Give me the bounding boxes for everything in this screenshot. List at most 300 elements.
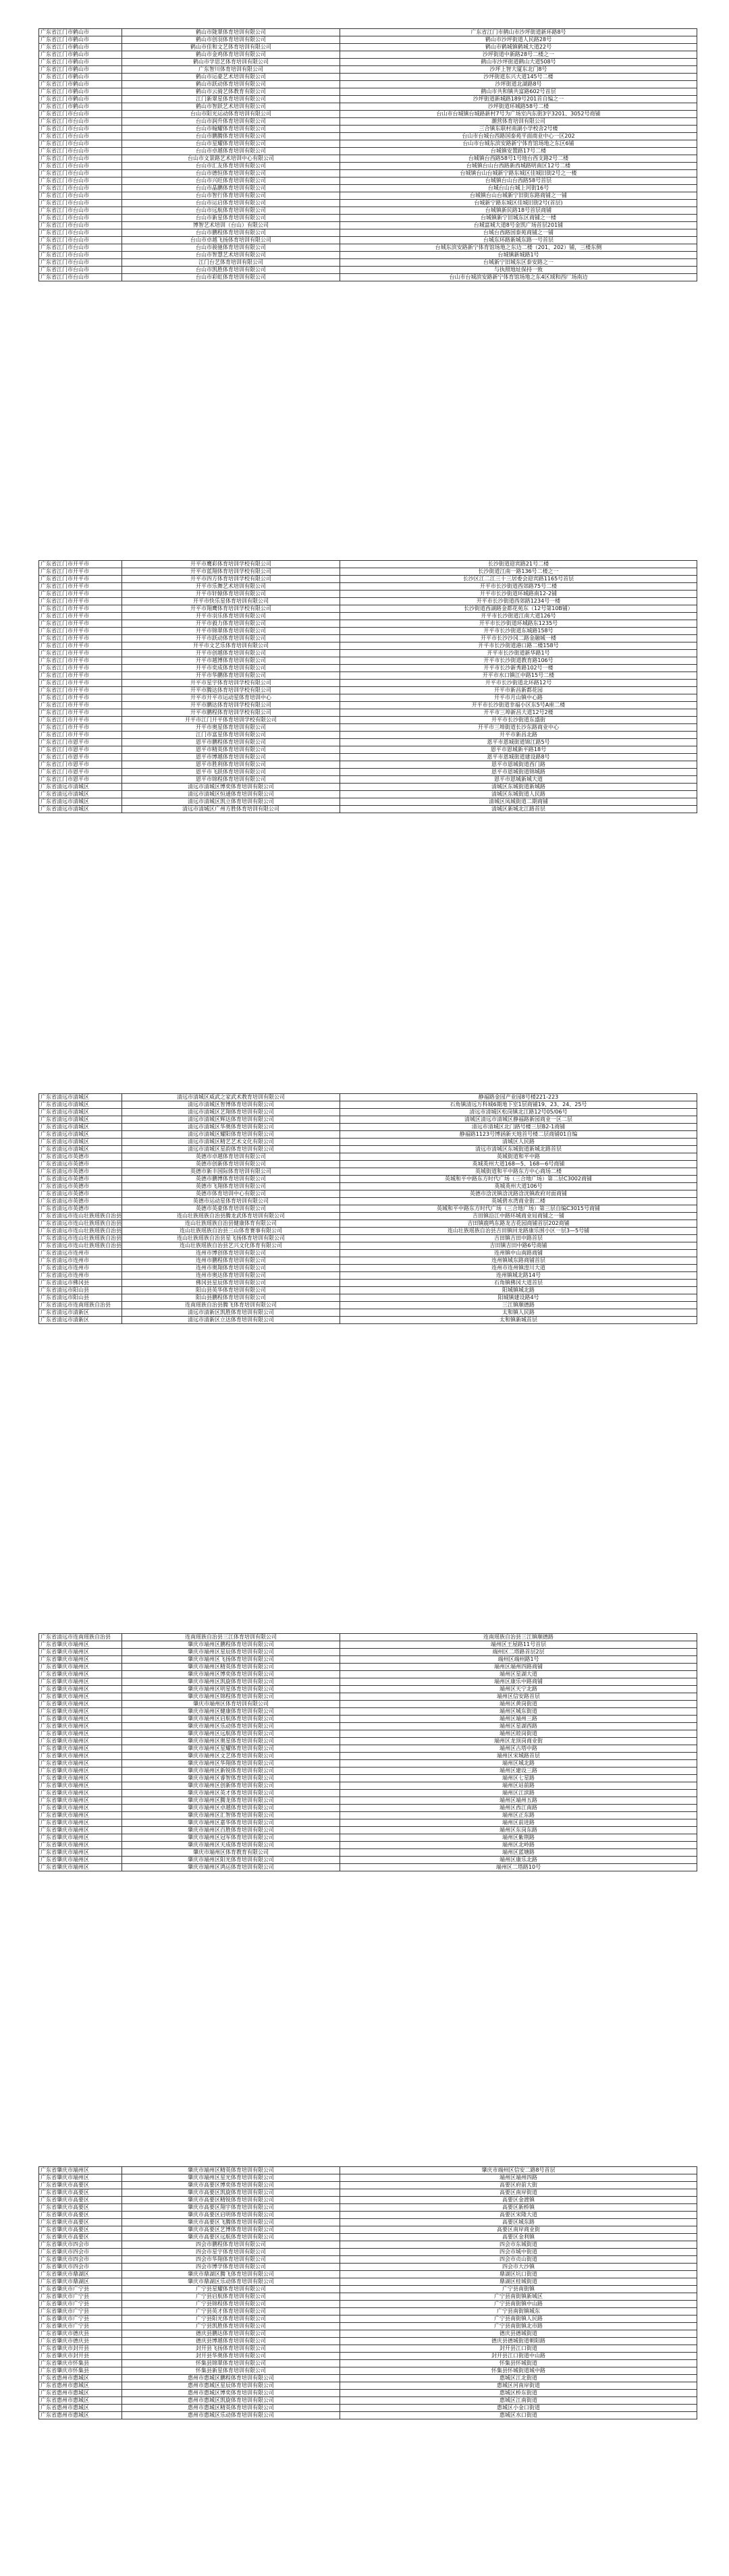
company-cell: 肇庆市鼎湖区腾飞体育培训有限公司 xyxy=(122,2271,340,2278)
company-cell: 广宁县星耀体育培训有限公司 xyxy=(122,2286,340,2293)
company-cell: 开平市越博体育培训有限公司 xyxy=(122,657,340,665)
region-cell: 广东省江门市台山市 xyxy=(39,237,122,244)
table-row xyxy=(39,806,697,813)
company-cell: 惠州市惠城区凯旋体育培训有限公司 xyxy=(122,2397,340,2405)
table-row xyxy=(39,702,697,709)
address-cell: 端州区宋城路首层 xyxy=(340,1753,697,1760)
address-cell: 端州区睦岗街道 xyxy=(340,1730,697,1738)
table-row xyxy=(39,1272,697,1280)
region-cell: 广东省江门市鹤山市 xyxy=(39,44,122,51)
table-row xyxy=(39,1109,697,1116)
address-cell: 开平市长沙街道西郊路1234号一楼 xyxy=(340,598,697,605)
company-cell: 肇庆市高要区艺博体育培训有限公司 xyxy=(122,2226,340,2234)
address-cell: 连州市连州镇湟川大道 xyxy=(340,1265,697,1272)
address-cell: 鹤山市沙坪街道鹤山大道508号 xyxy=(340,59,697,66)
company-cell: 广东智川体育培训有限公司 xyxy=(122,66,340,74)
company-cell: 广宁县锦程体育培训有限公司 xyxy=(122,2301,340,2308)
address-cell: 德庆县德城街道 xyxy=(340,2330,697,2338)
company-cell: 开平市鹏达体育培训学校有限公司 xyxy=(122,702,340,709)
table-row xyxy=(39,170,697,177)
region-cell: 广东省肇庆市四会市 xyxy=(39,2264,122,2271)
address-cell: 端州区康乐中路商铺 xyxy=(340,1678,697,1686)
region-cell: 广东省江门市鹤山市 xyxy=(39,74,122,81)
region-cell: 广东省肇庆市端州区 xyxy=(39,1708,122,1716)
company-cell: 台山市远航体育培训有限公司 xyxy=(122,207,340,215)
company-cell: 连南瑶族自治县三江体育培训有限公司 xyxy=(122,1634,340,1641)
address-cell: 阳城镇城北路 xyxy=(340,1287,697,1294)
region-cell: 广东省清远市连山壮族瑶族自治县 xyxy=(39,1228,122,1235)
company-cell: 德庆县鹏达体育培训有限公司 xyxy=(122,2330,340,2338)
address-cell: 连南瑶族自治县三江镇顺德路 xyxy=(340,1634,697,1641)
table-row xyxy=(39,1309,697,1317)
table-row xyxy=(39,1701,697,1708)
table-row xyxy=(39,1849,697,1857)
company-cell: 连州市博创体育培训有限公司 xyxy=(122,1250,340,1257)
company-cell: 阳山县英华体育培训有限公司 xyxy=(122,1287,340,1294)
company-cell: 广宁县英才体育培训有限公司 xyxy=(122,2308,340,2315)
table-row xyxy=(39,74,697,81)
region-cell: 广东省江门市台山市 xyxy=(39,267,122,274)
table-row xyxy=(39,2286,697,2293)
address-cell: 长沙街道迎宾路21号二楼 xyxy=(340,561,697,568)
region-cell: 广东省清远市连山壮族瑶族自治县 xyxy=(39,1220,122,1228)
region-cell: 广东省江门市台山市 xyxy=(39,118,122,126)
region-cell: 广东省肇庆市高要区 xyxy=(39,2234,122,2241)
region-cell: 广东省江门市台山市 xyxy=(39,274,122,281)
region-cell: 广东省肇庆市端州区 xyxy=(39,1775,122,1782)
table-row xyxy=(39,2382,697,2390)
table-row xyxy=(39,1716,697,1723)
region-cell: 广东省江门市开平市 xyxy=(39,687,122,694)
company-cell: 台山市润升体育培训有限公司 xyxy=(122,118,340,126)
region-cell: 广东省江门市恩平市 xyxy=(39,746,122,754)
address-cell: 静福路金园产业园8号楼221-223 xyxy=(340,1094,697,1101)
region-cell: 广东省清远市英德市 xyxy=(39,1183,122,1190)
region-cell: 广东省肇庆市端州区 xyxy=(39,1671,122,1678)
table-row xyxy=(39,2360,697,2367)
region-cell: 广东省清远市清城区 xyxy=(39,1139,122,1146)
address-cell: 台山市台城滨安路新宁体育馆场地之东4区域和西厂场南边 xyxy=(340,274,697,281)
address-cell: 端州区黄岗街道 xyxy=(340,1701,697,1708)
table-section xyxy=(38,28,691,281)
address-cell: 四会市东城街道 xyxy=(340,2241,697,2249)
region-cell: 广东省清远市英德市 xyxy=(39,1198,122,1205)
region-cell: 广东省肇庆市端州区 xyxy=(39,1753,122,1760)
region-cell: 广东省江门市开平市 xyxy=(39,650,122,657)
region-cell: 广东省清远市连南瑶族自治县 xyxy=(39,1302,122,1309)
address-cell: 连州镇城北路14号 xyxy=(340,1272,697,1280)
company-cell: 台山市德恒体育培训有限公司 xyxy=(122,170,340,177)
company-cell: 连山壮族瑶族自治县星飞扬体育培训有限公司 xyxy=(122,1235,340,1242)
region-cell: 广东省惠州市惠城区 xyxy=(39,2397,122,2405)
region-cell: 广东省清远市英德市 xyxy=(39,1176,122,1183)
region-cell: 广东省江门市鹤山市 xyxy=(39,103,122,111)
region-cell: 广东省江门市鹤山市 xyxy=(39,29,122,36)
region-cell: 广东省江门市开平市 xyxy=(39,709,122,717)
region-cell: 广东省江门市台山市 xyxy=(39,222,122,229)
table-row xyxy=(39,192,697,200)
region-cell: 广东省清远市清城区 xyxy=(39,1116,122,1124)
company-cell: 肇庆市端州区凯旋体育培训有限公司 xyxy=(122,1678,340,1686)
address-cell: 广宁县南街镇城东 xyxy=(340,2308,697,2315)
address-cell: 端州区天宁北路 xyxy=(340,1686,697,1693)
table-row xyxy=(39,1790,697,1797)
region-cell: 广东省肇庆市端州区 xyxy=(39,1664,122,1671)
company-cell: 肇庆市端州区星耀体育培训有限公司 xyxy=(122,1745,340,1753)
address-cell: 沙坪街道中新路28号二楼之一 xyxy=(340,51,697,59)
table-row xyxy=(39,1827,697,1834)
company-cell: 连州市奥翔体育培训有限公司 xyxy=(122,1265,340,1272)
address-cell: 开平市三埠街道长沙东路商业中心 xyxy=(340,724,697,732)
table-row xyxy=(39,1287,697,1294)
region-cell: 广东省江门市台山市 xyxy=(39,148,122,155)
region-cell: 广东省肇庆市端州区 xyxy=(39,1782,122,1790)
company-cell: 清远市清城区艺翔体育培训有限公司 xyxy=(122,1109,340,1116)
region-cell: 广东省肇庆市端州区 xyxy=(39,1864,122,1871)
table-row xyxy=(39,1656,697,1664)
table-row xyxy=(39,1294,697,1302)
table-row xyxy=(39,739,697,746)
address-cell: 恩平市恩城街道西门路 xyxy=(340,761,697,769)
table-row xyxy=(39,1857,697,1864)
region-cell: 广东省清远市英德市 xyxy=(39,1153,122,1161)
company-cell: 肇庆市端州区冠军体育培训有限公司 xyxy=(122,1834,340,1842)
address-cell: 端州区康乐北路 xyxy=(340,1857,697,1864)
address-cell: 端州区正东路 xyxy=(340,1812,697,1819)
company-cell: 博智艺术培训（台山）有限公司 xyxy=(122,222,340,229)
region-cell: 广东省肇庆市广宁县 xyxy=(39,2293,122,2301)
region-cell: 广东省江门市台山市 xyxy=(39,215,122,222)
address-cell: 端州区古塔中路 xyxy=(340,1745,697,1753)
region-cell: 广东省江门市开平市 xyxy=(39,598,122,605)
address-cell: 太和镇新城首层 xyxy=(340,1317,697,1324)
table-row xyxy=(39,1242,697,1250)
company-cell: 肇庆市端州区启航体育培训有限公司 xyxy=(122,1716,340,1723)
address-cell: 惠城区水口街道 xyxy=(340,2412,697,2419)
address-cell: 清城区清远市清城区静福路新园商业一区二层 xyxy=(340,1116,697,1124)
address-cell: 高要区南岸商业街 xyxy=(340,2226,697,2234)
company-cell: 鹤山市云骑艺体教育有限公司 xyxy=(122,88,340,96)
table-row xyxy=(39,1664,697,1671)
address-cell: 连州镇中山南路商铺 xyxy=(340,1250,697,1257)
table-row xyxy=(39,1190,697,1198)
company-cell: 连山壮族瑶族自治县腾龙武体育培训有限公司 xyxy=(122,1213,340,1220)
company-cell: 肇庆市端州区奥星体育培训有限公司 xyxy=(122,1738,340,1745)
address-cell: 清城区东城街道人民路 xyxy=(340,791,697,798)
table-row xyxy=(39,642,697,650)
address-cell: 端州区紫荆路 xyxy=(340,1834,697,1842)
company-cell: 鹤山市跃动体育培训有限公司 xyxy=(122,81,340,88)
address-cell: 英城街道和平中路 xyxy=(340,1153,697,1161)
table-row xyxy=(39,2226,697,2234)
company-cell: 台山市卓越飞扬体育培训有限公司 xyxy=(122,237,340,244)
company-cell: 台山市晶鹏体育培训有限公司 xyxy=(122,185,340,192)
table-row xyxy=(39,620,697,628)
address-cell: 台城镇台山台西路新西城路明南区12号二楼 xyxy=(340,163,697,170)
table-row xyxy=(39,267,697,274)
region-cell: 广东省清远市连州市 xyxy=(39,1257,122,1265)
company-cell: 开平市四方体育培训学校有限公司 xyxy=(122,576,340,583)
region-cell: 广东省清远市连山壮族瑶族自治县 xyxy=(39,1213,122,1220)
company-cell: 台山市汇友体育培训有限公司 xyxy=(122,163,340,170)
company-cell: 开平市华鹏体育培训有限公司 xyxy=(122,672,340,680)
company-cell: 台山市鹏程体育培训有限公司 xyxy=(122,229,340,237)
address-cell: 连山壮族瑶族自治县吉田镇回龙路康乐围小区一层3—5号铺 xyxy=(340,1228,697,1235)
region-cell: 广东省江门市开平市 xyxy=(39,694,122,702)
address-cell: 四会市贞山街道 xyxy=(340,2256,697,2264)
company-cell: 恩平市精英体育培训有限公司 xyxy=(122,746,340,754)
region-cell: 广东省江门市台山市 xyxy=(39,200,122,207)
table-row xyxy=(39,1101,697,1109)
table-row xyxy=(39,605,697,613)
table-row xyxy=(39,2219,697,2226)
table-row xyxy=(39,1686,697,1693)
address-cell: 端州区王屋路11号首层 xyxy=(340,1641,697,1649)
company-cell: 江门市富星体育培训有限公司 xyxy=(122,732,340,739)
company-cell: 肇庆市鼎湖区乐动体育培训有限公司 xyxy=(122,2278,340,2286)
region-cell: 广东省江门市鹤山市 xyxy=(39,36,122,44)
table-row xyxy=(39,29,697,36)
address-cell: 端州区东岗东路 xyxy=(340,1827,697,1834)
address-cell: 高要区城东路 xyxy=(340,2219,697,2226)
address-cell: 沙坪街道北湖路8号 xyxy=(340,81,697,88)
table-row xyxy=(39,1280,697,1287)
region-cell: 广东省江门市台山市 xyxy=(39,185,122,192)
region-cell: 广东省肇庆市高要区 xyxy=(39,2182,122,2189)
region-cell: 广东省清远市清城区 xyxy=(39,1101,122,1109)
address-cell: 鹤山市共和镇共富路602号首层 xyxy=(340,88,697,96)
table-row xyxy=(39,44,697,51)
address-cell: 德庆县德城街道朝阳路 xyxy=(340,2338,697,2345)
company-cell: 开平市文艺乐体育培训有限公司 xyxy=(122,642,340,650)
table-row xyxy=(39,1805,697,1812)
table-row xyxy=(39,568,697,576)
company-cell: 鹤山市学思艺体育培训有限公司 xyxy=(122,59,340,66)
table-row xyxy=(39,66,697,74)
table-row xyxy=(39,36,697,44)
region-cell: 广东省江门市恩平市 xyxy=(39,776,122,784)
table-row xyxy=(39,732,697,739)
table-row xyxy=(39,2330,697,2338)
region-cell: 广东省惠州市惠城区 xyxy=(39,2382,122,2390)
company-cell: 开平市羽乐体育培训有限公司 xyxy=(122,613,340,620)
table-row xyxy=(39,2323,697,2330)
region-cell: 广东省惠州市惠城区 xyxy=(39,2405,122,2412)
company-cell: 恩平市博越体育培训有限公司 xyxy=(122,754,340,761)
address-cell: 台城东环路新城东路一号首层 xyxy=(340,237,697,244)
table-row xyxy=(39,2353,697,2360)
region-cell: 广东省惠州市惠城区 xyxy=(39,2412,122,2419)
company-cell: 开平市翔鹰体育培训学校有限公司 xyxy=(122,605,340,613)
region-cell: 广东省肇庆市鼎湖区 xyxy=(39,2278,122,2286)
company-cell: 清远市清新区凯胜体育培训有限公司 xyxy=(122,1309,340,1317)
region-cell: 广东省清远市清城区 xyxy=(39,1124,122,1131)
company-cell: 连山壮族瑶族自治县艺兴文化体育有限公司 xyxy=(122,1242,340,1250)
address-cell: 惠城区小金口街道 xyxy=(340,2405,697,2412)
region-cell: 广东省江门市开平市 xyxy=(39,717,122,724)
region-cell: 广东省江门市恩平市 xyxy=(39,754,122,761)
address-cell: 端州区建设三路 xyxy=(340,1767,697,1775)
table-row xyxy=(39,1168,697,1176)
address-cell: 静福路1123号博涵新天地首号楼二层商铺01自编 xyxy=(340,1131,697,1139)
table-row xyxy=(39,1753,697,1760)
company-cell: 开平市鹰彩体育培训学校有限公司 xyxy=(122,561,340,568)
address-cell: 恩平市恩城新平路18号 xyxy=(340,746,697,754)
region-cell: 广东省江门市开平市 xyxy=(39,628,122,635)
region-cell: 广东省肇庆市端州区 xyxy=(39,1738,122,1745)
table-row xyxy=(39,2308,697,2315)
address-cell: 端州区端州五路 xyxy=(340,1797,697,1805)
company-cell: 肇庆市端州区锦程体育培训有限公司 xyxy=(122,1693,340,1701)
region-cell: 广东省清远市清城区 xyxy=(39,1146,122,1153)
company-cell: 肇庆市端州区卓越体育培训有限公司 xyxy=(122,1805,340,1812)
company-cell: 清远市清新区立达体育培训有限公司 xyxy=(122,1317,340,1324)
address-cell: 四会市大沙镇 xyxy=(340,2264,697,2271)
company-cell: 英德市运动星体育培训有限公司 xyxy=(122,1198,340,1205)
table-row xyxy=(39,2315,697,2323)
table-row xyxy=(39,2345,697,2353)
address-cell: 开平市新昌新都花园 xyxy=(340,687,697,694)
address-cell: 石角镇清远万科城6期地下室1层商铺19、23、24、25号 xyxy=(340,1101,697,1109)
company-cell: 肇庆市端州区华翔体育培训有限公司 xyxy=(122,1760,340,1767)
company-cell: 恩平市锦程体育培训有限公司 xyxy=(122,776,340,784)
table-section xyxy=(38,1633,691,1871)
company-cell: 肇庆市端州区博奕体育培训有限公司 xyxy=(122,1671,340,1678)
address-cell: 惠城区江北街道 xyxy=(340,2375,697,2382)
region-cell: 广东省肇庆市端州区 xyxy=(39,1701,122,1708)
company-cell: 肇庆市端州区远航体育培训有限公司 xyxy=(122,1730,340,1738)
company-cell: 广宁县启航体育培训有限公司 xyxy=(122,2293,340,2301)
table-row xyxy=(39,761,697,769)
company-cell: 肇庆市端州区星光体育培训有限公司 xyxy=(122,2174,340,2182)
region-cell: 广东省肇庆市端州区 xyxy=(39,1849,122,1857)
table-row xyxy=(39,657,697,665)
address-cell: 广宁县南街镇人民路 xyxy=(340,2315,697,2323)
data-table xyxy=(38,2166,697,2419)
company-cell: 恩平市胜利体育培训有限公司 xyxy=(122,761,340,769)
region-cell: 广东省肇庆市怀集县 xyxy=(39,2360,122,2367)
company-cell: 清远市清城区广州方胜体育培训有限公司 xyxy=(122,806,340,813)
table-row xyxy=(39,798,697,806)
table-row xyxy=(39,591,697,598)
table-row xyxy=(39,1250,697,1257)
table-section xyxy=(38,560,691,813)
company-cell: 肇庆市端州区英才体育培训有限公司 xyxy=(122,1790,340,1797)
address-cell: 太和镇人民路 xyxy=(340,1309,697,1317)
region-cell: 广东省江门市开平市 xyxy=(39,561,122,568)
table-row xyxy=(39,628,697,635)
address-cell: 开平市长沙街道北环路12号 xyxy=(340,680,697,687)
region-cell: 广东省江门市开平市 xyxy=(39,583,122,591)
region-cell: 广东省江门市台山市 xyxy=(39,177,122,185)
table-row xyxy=(39,746,697,754)
company-cell: 开平市毅力体育培训有限公司 xyxy=(122,620,340,628)
address-cell: 惠城区江南街道 xyxy=(340,2397,697,2405)
address-cell: 吉田镇鹿鸣东路龙吉花园商铺首层202商铺 xyxy=(340,1220,697,1228)
address-cell: 清远市清城区东城街道新城北路首层 xyxy=(340,1146,697,1153)
region-cell: 广东省江门市台山市 xyxy=(39,140,122,148)
address-cell: 鹤山市鹤城镇鹤城大道22号 xyxy=(340,44,697,51)
region-cell: 广东省肇庆市端州区 xyxy=(39,1819,122,1827)
company-cell: 肇庆市端州区阳光体育培训有限公司 xyxy=(122,1857,340,1864)
table-row xyxy=(39,1812,697,1819)
table-row xyxy=(39,133,697,140)
table-row xyxy=(39,2167,697,2174)
address-cell: 台城东滨安路新宁体育馆场地之东边二楼（201、202）铺，三楼东侧 xyxy=(340,244,697,252)
address-cell: 开平市新昌北路 xyxy=(340,732,697,739)
table-row xyxy=(39,754,697,761)
table-row xyxy=(39,680,697,687)
company-cell: 肇庆市高要区远航体育培训有限公司 xyxy=(122,2234,340,2241)
region-cell: 广东省肇庆市封开县 xyxy=(39,2353,122,2360)
company-cell: 开平市奥星体育培训有限公司 xyxy=(122,724,340,732)
table-row xyxy=(39,665,697,672)
company-cell: 台山市翰耀体育培训有限公司 xyxy=(122,126,340,133)
table-row xyxy=(39,244,697,252)
region-cell: 广东省清远市阳山县 xyxy=(39,1287,122,1294)
address-cell: 开平市长沙街道教育路106号 xyxy=(340,657,697,665)
address-cell: 端州区前进路 xyxy=(340,1819,697,1827)
region-cell: 广东省江门市台山市 xyxy=(39,207,122,215)
address-cell: 鹤山市沙坪街道人民路28号 xyxy=(340,36,697,44)
address-cell: 吉田镇吉田中路6号商铺 xyxy=(340,1242,697,1250)
region-cell: 广东省江门市开平市 xyxy=(39,605,122,613)
address-cell: 开平市长沙街道江南大道126号 xyxy=(340,613,697,620)
company-cell: 肇庆市高要区启明体育培训有限公司 xyxy=(122,2212,340,2219)
company-cell: 清远市清城区星韵体育培训有限公司 xyxy=(122,1146,340,1153)
company-cell: 开平市创越体育培训有限公司 xyxy=(122,650,340,657)
company-cell: 英德市飞翔体育培训有限公司 xyxy=(122,1183,340,1190)
region-cell: 广东省清远市英德市 xyxy=(39,1205,122,1213)
company-cell: 肇庆市端州区文艺体育培训有限公司 xyxy=(122,1753,340,1760)
table-row xyxy=(39,2367,697,2375)
address-cell: 英德市浛洸镇浛洸路浛洸镇政府对面商铺 xyxy=(340,1190,697,1198)
address-cell: 英城碧水湾商业街二楼 xyxy=(340,1198,697,1205)
company-cell: 英德市新丰国际体育培训有限公司 xyxy=(122,1168,340,1176)
address-cell: 端州区江滨路 xyxy=(340,1790,697,1797)
table-row xyxy=(39,1782,697,1790)
table-row xyxy=(39,207,697,215)
company-cell: 广宁县阳光体育培训有限公司 xyxy=(122,2315,340,2323)
table-row xyxy=(39,1834,697,1842)
region-cell: 广东省清远市清城区 xyxy=(39,1131,122,1139)
company-cell: 鹤山市陇翠体育培训有限公司 xyxy=(122,29,340,36)
company-cell: 开平市奕成体育培训有限公司 xyxy=(122,665,340,672)
address-cell: 端州区七星路 xyxy=(340,1775,697,1782)
region-cell: 广东省清远市英德市 xyxy=(39,1190,122,1198)
company-cell: 清远市清城区威武之家武术教育培训有限公司 xyxy=(122,1094,340,1101)
region-cell: 广东省肇庆市广宁县 xyxy=(39,2315,122,2323)
table-row xyxy=(39,1257,697,1265)
table-row xyxy=(39,583,697,591)
address-cell: 端州区龙顶岗商业街 xyxy=(340,1738,697,1745)
region-cell: 广东省江门市台山市 xyxy=(39,259,122,267)
company-cell: 四会市华翔体育培训有限公司 xyxy=(122,2256,340,2264)
table-section xyxy=(38,1093,691,1324)
company-cell: 英德市英豪体育培训有限公司 xyxy=(122,1205,340,1213)
address-cell: 台城新宁旧城东区泰安路之一 xyxy=(340,259,697,267)
table-row xyxy=(39,791,697,798)
region-cell: 广东省江门市开平市 xyxy=(39,732,122,739)
region-cell: 广东省江门市开平市 xyxy=(39,635,122,642)
company-cell: 连州市鹏程体育培训有限公司 xyxy=(122,1257,340,1265)
address-cell: 英城和平中路东方时代广场（三合地广场）第二层C3002商铺 xyxy=(340,1176,697,1183)
region-cell: 广东省惠州市惠城区 xyxy=(39,2375,122,2382)
address-cell: 长沙街道西湖路金都花苑东（12号第10B铺） xyxy=(340,605,697,613)
region-cell: 广东省惠州市惠城区 xyxy=(39,2390,122,2397)
address-cell: 高要区金渡镇 xyxy=(340,2197,697,2204)
company-cell: 阳山县鹏程体育培训有限公司 xyxy=(122,1294,340,1302)
